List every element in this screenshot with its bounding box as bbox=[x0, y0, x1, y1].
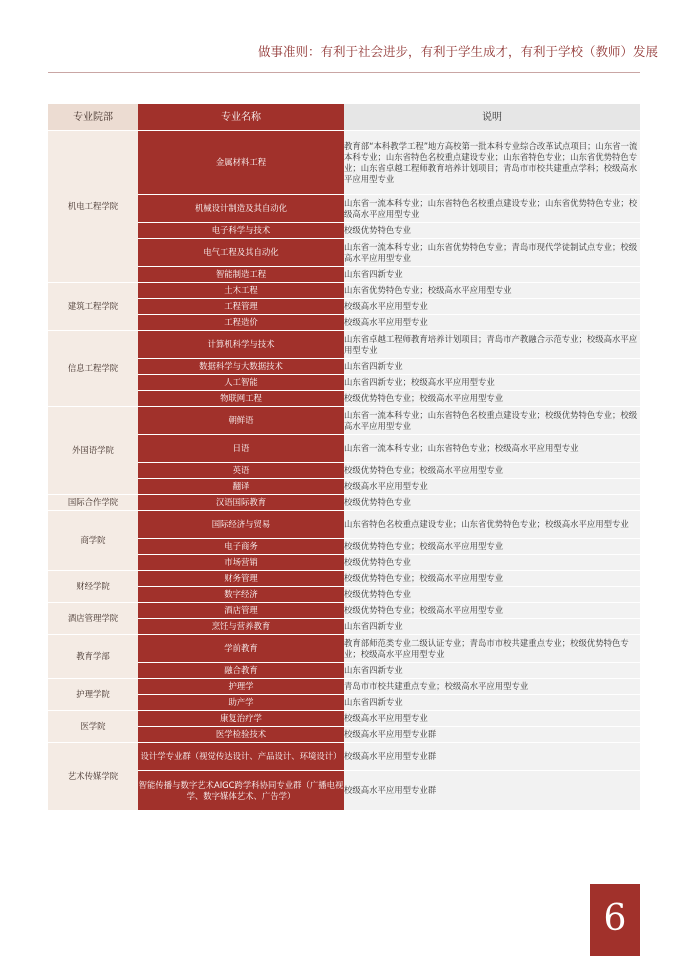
major-name-cell: 医学检验技术 bbox=[138, 727, 344, 743]
major-name-cell: 智能传播与数字艺术AIGC跨学科协同专业群（广播电视学、数字媒体艺术、广告学） bbox=[138, 771, 344, 811]
major-desc-cell: 教育部“本科教学工程”地方高校第一批本科专业综合改革试点项目；山东省一流本科专业；山东省特色名校重点建设专业；山东省特色专业；山东省优势特色专业；山东省卓越工程师教育培养计划项目；青岛市市校共建重点学科；校级高水平应用型专业 bbox=[344, 131, 640, 195]
table-row bbox=[48, 495, 640, 511]
table-row bbox=[48, 131, 640, 195]
major-name-cell: 汉语国际教育 bbox=[138, 495, 344, 511]
dept-cell: 国际合作学院 bbox=[48, 495, 138, 511]
column-header-name: 专业名称 bbox=[138, 104, 344, 131]
major-desc-cell: 山东省卓越工程师教育培养计划项目；青岛市产教融合示范专业；校级高水平应用型专业 bbox=[344, 331, 640, 359]
major-desc-cell: 校级高水平应用型专业 bbox=[344, 299, 640, 315]
major-desc-cell: 校级高水平应用型专业群 bbox=[344, 727, 640, 743]
table-row bbox=[48, 511, 640, 539]
major-name-cell: 机械设计制造及其自动化 bbox=[138, 195, 344, 223]
major-name-cell: 设计学专业群（视觉传达设计、产品设计、环境设计） bbox=[138, 743, 344, 771]
major-desc-cell: 山东省一流本科专业；山东省特色名校重点建设专业；山东省优势特色专业；校级高水平应用型专业 bbox=[344, 195, 640, 223]
table-row bbox=[48, 571, 640, 587]
major-name-cell: 学前教育 bbox=[138, 635, 344, 663]
major-name-cell: 电子科学与技术 bbox=[138, 223, 344, 239]
major-name-cell: 护理学 bbox=[138, 679, 344, 695]
major-desc-cell: 校级优势特色专业；校级高水平应用型专业 bbox=[344, 603, 640, 619]
major-desc-cell: 青岛市市校共建重点专业；校级高水平应用型专业 bbox=[344, 679, 640, 695]
dept-cell: 商学院 bbox=[48, 511, 138, 571]
major-name-cell: 土木工程 bbox=[138, 283, 344, 299]
dept-cell: 信息工程学院 bbox=[48, 331, 138, 407]
major-name-cell: 金属材料工程 bbox=[138, 131, 344, 195]
major-name-cell: 翻译 bbox=[138, 479, 344, 495]
dept-cell: 教育学部 bbox=[48, 635, 138, 679]
major-name-cell: 英语 bbox=[138, 463, 344, 479]
major-name-cell: 财务管理 bbox=[138, 571, 344, 587]
major-desc-cell: 校级高水平应用型专业群 bbox=[344, 743, 640, 771]
major-name-cell: 助产学 bbox=[138, 695, 344, 711]
table-row bbox=[48, 679, 640, 695]
major-desc-cell: 教育部师范类专业二级认证专业；青岛市市校共建重点专业；校级优势特色专业；校级高水平应用型专业 bbox=[344, 635, 640, 663]
major-desc-cell: 山东省四新专业 bbox=[344, 619, 640, 635]
table-body bbox=[48, 131, 640, 811]
major-name-cell: 电子商务 bbox=[138, 539, 344, 555]
column-header-dept: 专业院部 bbox=[48, 104, 138, 131]
major-desc-cell: 校级高水平应用型专业群 bbox=[344, 771, 640, 811]
table-row bbox=[48, 635, 640, 663]
major-desc-cell: 山东省优势特色专业；校级高水平应用型专业 bbox=[344, 283, 640, 299]
major-name-cell: 工程造价 bbox=[138, 315, 344, 331]
major-desc-cell: 校级优势特色专业 bbox=[344, 587, 640, 603]
major-desc-cell: 山东省四新专业 bbox=[344, 267, 640, 283]
major-name-cell: 智能制造工程 bbox=[138, 267, 344, 283]
major-name-cell: 日语 bbox=[138, 435, 344, 463]
dept-cell: 机电工程学院 bbox=[48, 131, 138, 283]
major-name-cell: 计算机科学与技术 bbox=[138, 331, 344, 359]
dept-cell: 建筑工程学院 bbox=[48, 283, 138, 331]
table-row bbox=[48, 711, 640, 727]
table-row bbox=[48, 331, 640, 359]
major-desc-cell: 山东省四新专业 bbox=[344, 695, 640, 711]
major-name-cell: 融合教育 bbox=[138, 663, 344, 679]
dept-cell: 护理学院 bbox=[48, 679, 138, 711]
major-desc-cell: 山东省一流本科专业；山东省特色专业；校级高水平应用型专业 bbox=[344, 435, 640, 463]
major-desc-cell: 校级优势特色专业；校级高水平应用型专业 bbox=[344, 571, 640, 587]
major-name-cell: 电气工程及其自动化 bbox=[138, 239, 344, 267]
major-desc-cell: 山东省四新专业 bbox=[344, 663, 640, 679]
majors-table bbox=[48, 104, 640, 811]
dept-cell: 艺术传媒学院 bbox=[48, 743, 138, 811]
major-desc-cell: 校级高水平应用型专业 bbox=[344, 711, 640, 727]
major-name-cell: 烹饪与营养教育 bbox=[138, 619, 344, 635]
major-name-cell: 人工智能 bbox=[138, 375, 344, 391]
major-name-cell: 酒店管理 bbox=[138, 603, 344, 619]
dept-cell: 医学院 bbox=[48, 711, 138, 743]
major-desc-cell: 校级高水平应用型专业 bbox=[344, 315, 640, 331]
major-name-cell: 康复治疗学 bbox=[138, 711, 344, 727]
dept-cell: 外国语学院 bbox=[48, 407, 138, 495]
header-motto: 做事准则：有利于社会进步，有利于学生成才，有利于学校（教师）发展 bbox=[257, 44, 658, 59]
dept-cell: 财经学院 bbox=[48, 571, 138, 603]
header-divider bbox=[48, 72, 640, 73]
major-name-cell: 朝鲜语 bbox=[138, 407, 344, 435]
table-row bbox=[48, 407, 640, 435]
major-desc-cell: 校级优势特色专业；校级高水平应用型专业 bbox=[344, 463, 640, 479]
major-name-cell: 数字经济 bbox=[138, 587, 344, 603]
major-desc-cell: 山东省四新专业；校级高水平应用型专业 bbox=[344, 375, 640, 391]
major-desc-cell: 山东省一流本科专业；山东省优势特色专业；青岛市现代学徒制试点专业；校级高水平应用型专业 bbox=[344, 239, 640, 267]
major-desc-cell: 山东省四新专业 bbox=[344, 359, 640, 375]
table-row bbox=[48, 283, 640, 299]
major-desc-cell: 校级优势特色专业；校级高水平应用型专业 bbox=[344, 539, 640, 555]
table-row bbox=[48, 603, 640, 619]
table-header-row bbox=[48, 104, 640, 131]
major-desc-cell: 校级优势特色专业；校级高水平应用型专业 bbox=[344, 391, 640, 407]
table-row bbox=[48, 743, 640, 771]
major-name-cell: 国际经济与贸易 bbox=[138, 511, 344, 539]
dept-cell: 酒店管理学院 bbox=[48, 603, 138, 635]
major-desc-cell: 校级高水平应用型专业 bbox=[344, 479, 640, 495]
page-number: 6 bbox=[590, 884, 640, 956]
major-name-cell: 市场营销 bbox=[138, 555, 344, 571]
major-desc-cell: 校级优势特色专业 bbox=[344, 555, 640, 571]
major-name-cell: 物联网工程 bbox=[138, 391, 344, 407]
major-name-cell: 数据科学与大数据技术 bbox=[138, 359, 344, 375]
major-desc-cell: 山东省特色名校重点建设专业；山东省优势特色专业；校级高水平应用型专业 bbox=[344, 511, 640, 539]
major-desc-cell: 校级优势特色专业 bbox=[344, 495, 640, 511]
major-desc-cell: 山东省一流本科专业；山东省特色名校重点建设专业；校级优势特色专业；校级高水平应用型专业 bbox=[344, 407, 640, 435]
major-name-cell: 工程管理 bbox=[138, 299, 344, 315]
column-header-desc: 说明 bbox=[344, 104, 640, 131]
major-desc-cell: 校级优势特色专业 bbox=[344, 223, 640, 239]
